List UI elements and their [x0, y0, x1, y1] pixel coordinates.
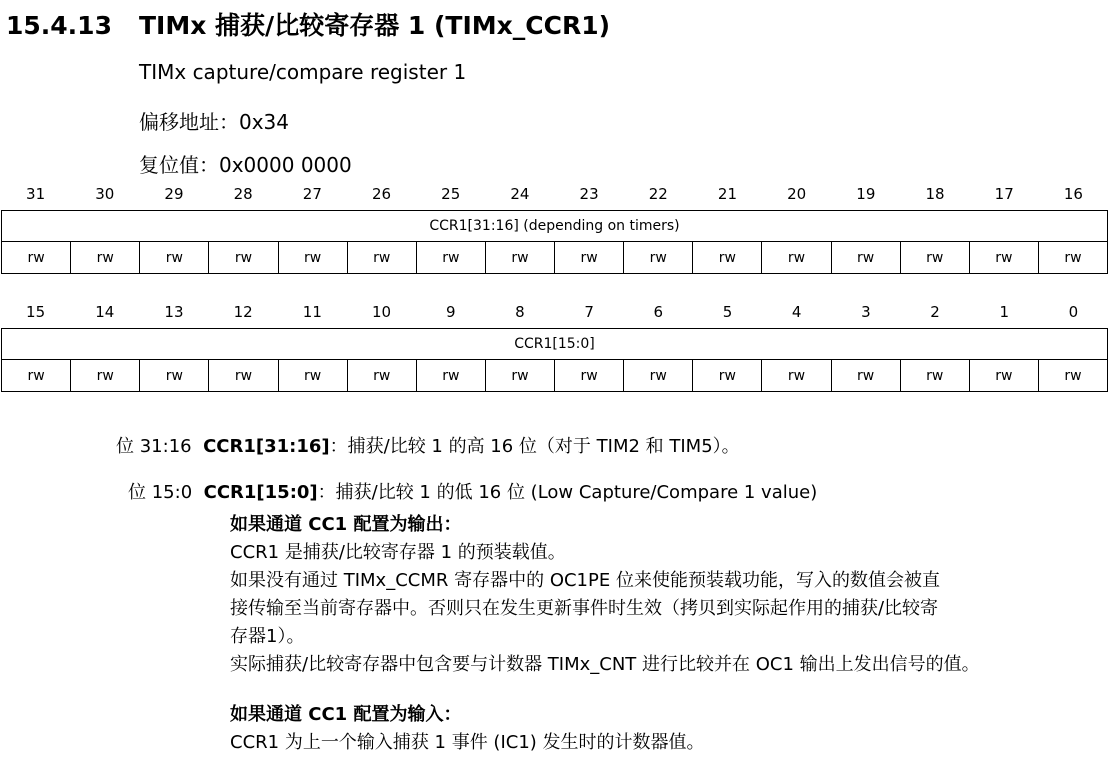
bit-number: 11 [302, 303, 322, 321]
bit-number: 18 [925, 185, 945, 203]
access-cell: rw [71, 242, 140, 274]
description-line: CCR1 是捕获/比较寄存器 1 的预装载值。 [230, 542, 566, 563]
upper-bit-numbers [1, 185, 1108, 207]
access-cell: rw [2, 242, 71, 274]
offset-address: 偏移地址：0x34 [139, 110, 290, 134]
bit-number: 20 [787, 185, 807, 203]
access-cell: rw [140, 242, 209, 274]
bit-number: 29 [164, 185, 184, 203]
access-cell: rw [762, 242, 831, 274]
bit-number: 0 [1068, 303, 1079, 321]
bit-number: 30 [95, 185, 115, 203]
output-mode-heading: 如果通道 CC1 配置为输出： [230, 514, 462, 535]
access-cell: rw [693, 242, 762, 274]
access-cell: rw [831, 242, 900, 274]
access-cell: rw [900, 360, 969, 392]
bit-number: 28 [233, 185, 253, 203]
bit-number: 2 [930, 303, 940, 321]
bit-number: 27 [302, 185, 322, 203]
bit-number: 26 [371, 185, 392, 203]
bit-number: 23 [579, 185, 599, 203]
section-heading [6, 6, 610, 42]
access-cell: rw [416, 360, 485, 392]
field-description: ：捕获/比较 1 的高 16 位（对于 TIM2 和 TIM5）。 [329, 436, 740, 457]
description-line: CCR1 为上一个输入捕获 1 事件 (IC1) 发生时的计数器值。 [230, 732, 705, 753]
bit-number: 25 [441, 185, 461, 203]
bit-number: 13 [164, 303, 184, 321]
access-cell: rw [347, 242, 416, 274]
access-cell: rw [209, 242, 278, 274]
access-cell: rw [2, 360, 71, 392]
access-cell: rw [485, 242, 554, 274]
bit-number: 21 [717, 185, 738, 203]
access-cell: rw [831, 360, 900, 392]
access-cell: rw [140, 360, 209, 392]
access-cell: rw [555, 360, 624, 392]
access-cell: rw [416, 242, 485, 274]
access-cell: rw [278, 360, 347, 392]
access-cell: rw [969, 242, 1038, 274]
bit-range: 位 31:16 [116, 436, 192, 457]
lower-field-label: CCR1[15:0] [2, 329, 1108, 360]
access-cell: rw [1038, 242, 1107, 274]
access-cell: rw [624, 242, 693, 274]
access-cell: rw [900, 242, 969, 274]
bit-number: 5 [722, 303, 733, 321]
input-mode-heading: 如果通道 CC1 配置为输入： [230, 704, 462, 725]
bit-number: 17 [994, 185, 1014, 203]
bit-number: 8 [515, 303, 525, 321]
access-cell: rw [485, 360, 554, 392]
description-line: 存器1）。 [230, 626, 305, 647]
bit-number: 15 [26, 303, 46, 321]
reset-value: 复位值：0x0000 0000 [139, 153, 352, 177]
description-line: 如果没有通过 TIMx_CCMR 寄存器中的 OC1PE 位来使能预装载功能，写入的数值会被直 [230, 570, 940, 591]
bit-number: 16 [1063, 185, 1083, 203]
bit-number: 4 [791, 303, 802, 321]
section-title: TIMx 捕获/比较寄存器 1 (TIMx_CCR1) [139, 11, 611, 40]
access-cell: rw [555, 242, 624, 274]
bit-number: 9 [445, 303, 456, 321]
access-cell: rw [71, 360, 140, 392]
access-cell: rw [624, 360, 693, 392]
field-description: ：捕获/比较 1 的低 16 位 (Low Capture/Compare 1 value) [317, 482, 818, 503]
access-cell: rw [693, 360, 762, 392]
bit-number: 10 [371, 303, 392, 321]
bit-number: 19 [856, 185, 876, 203]
lower-register-table [1, 328, 1108, 392]
bit-number: 12 [233, 303, 253, 321]
register-subtitle: TIMx capture/compare register 1 [139, 60, 467, 84]
bit-number: 6 [653, 303, 664, 321]
access-cell: rw [347, 360, 416, 392]
lower-bit-numbers [1, 303, 1108, 325]
description-line: 接传输至当前寄存器中。否则只在发生更新事件时生效（拷贝到实际起作用的捕获/比较寄 [230, 598, 939, 619]
bit-number: 22 [648, 185, 668, 203]
section-number: 15.4.13 [6, 11, 112, 40]
access-cell: rw [209, 360, 278, 392]
access-cell: rw [969, 360, 1038, 392]
field-name: CCR1[31:16] [203, 436, 330, 457]
bit-number: 24 [510, 185, 530, 203]
access-cell: rw [1038, 360, 1107, 392]
upper-register-table [1, 210, 1108, 274]
bit-description-low [128, 478, 817, 504]
upper-field-label: CCR1[31:16] (depending on timers) [2, 211, 1108, 242]
bit-number: 31 [26, 185, 46, 203]
bit-description-high [116, 432, 740, 458]
field-name: CCR1[15:0] [203, 482, 318, 503]
bit-number: 1 [999, 303, 1009, 321]
bit-number: 7 [584, 303, 594, 321]
access-cell: rw [762, 360, 831, 392]
bit-number: 14 [95, 303, 115, 321]
bit-range: 位 15:0 [128, 482, 193, 503]
access-cell: rw [278, 242, 347, 274]
bit-number: 3 [861, 303, 871, 321]
description-line: 实际捕获/比较寄存器中包含要与计数器 TIMx_CNT 进行比较并在 OC1 输出上发出信号的值。 [230, 654, 980, 675]
